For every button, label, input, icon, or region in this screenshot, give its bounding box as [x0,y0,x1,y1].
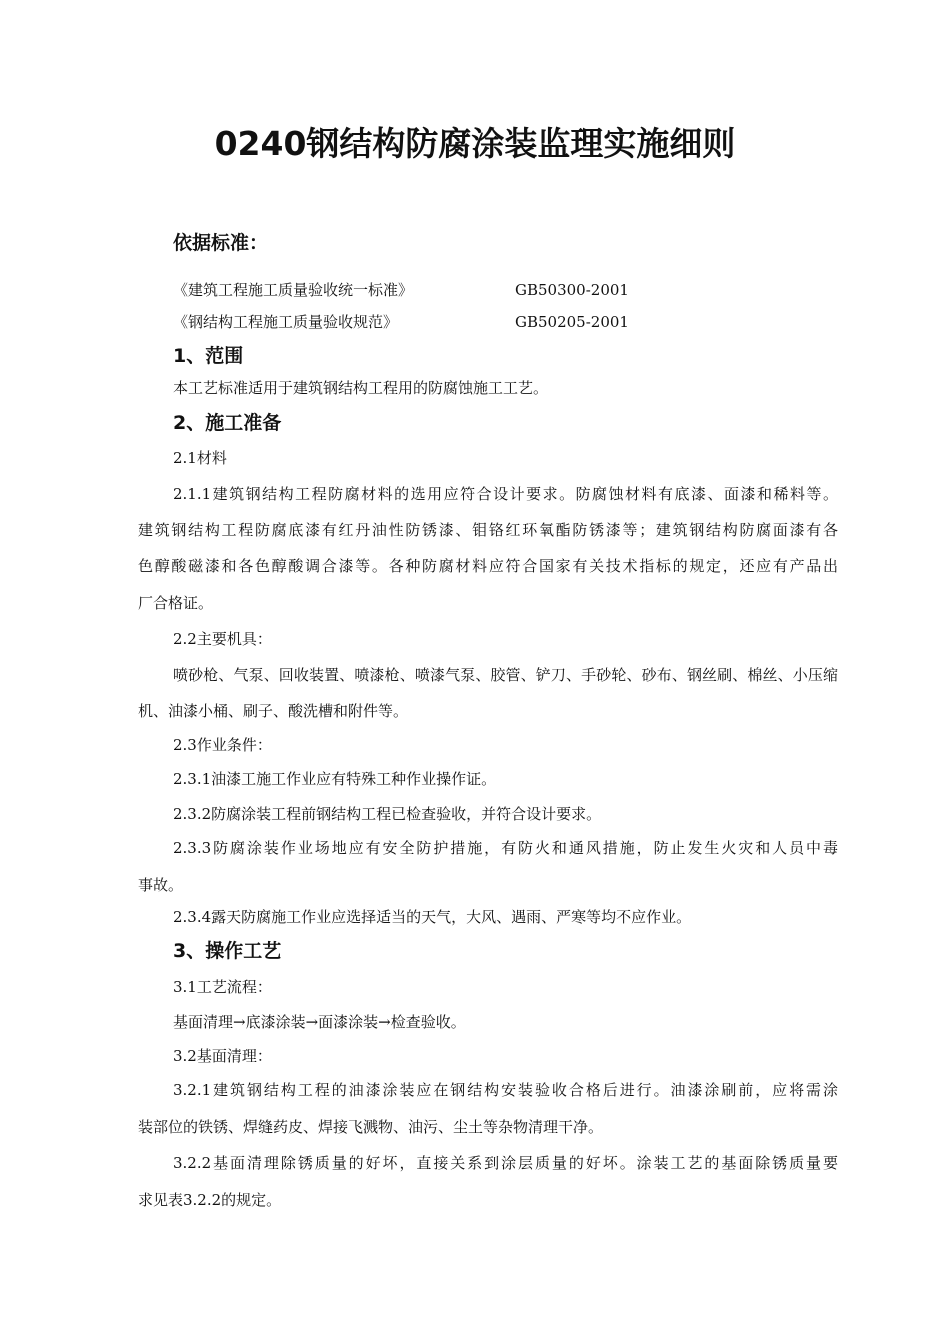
paragraph: 装部位的铁锈、焊缝药皮、焊接飞溅物、油污、尘土等杂物清理干净。 [138,1118,604,1136]
paragraph: 2.3.1油漆工施工作业应有特殊工种作业操作证。 [173,770,497,788]
paragraph: 3.1工艺流程： [173,978,272,996]
standard-name: 《建筑工程施工质量验收统一标准》 [173,281,414,299]
section-1-heading: 1、范围 [173,345,244,367]
paragraph: 2.3作业条件： [173,736,272,754]
standard-code: GB50205-2001 [515,313,629,331]
paragraph: 求见表3.2.2的规定。 [138,1191,282,1209]
paragraph: 厂合格证。 [138,594,214,612]
paragraph: 事故。 [138,876,184,894]
flow-text: 基面清理→底漆涂装→面漆涂装→检查验收。 [173,1013,466,1031]
basis-heading: 依据标准： [173,232,269,254]
paragraph: 2.3.2防腐涂装工程前钢结构工程已检查验收，并符合设计要求。 [173,805,602,823]
paragraph: 2.2主要机具： [173,630,272,648]
paragraph: 建筑钢结构工程防腐底漆有红丹油性防锈漆、钼铬红环氧酯防锈漆等；建筑钢结构防腐面漆有各 [138,521,838,539]
paragraph: 3.2基面清理： [173,1047,272,1065]
page-title: 0240钢结构防腐涂装监理实施细则 [214,124,736,163]
paragraph: 2.1材料 [173,449,227,467]
paragraph: 3.2.1建筑钢结构工程的油漆涂装应在钢结构安装验收合格后进行。油漆涂刷前，应将需涂 [173,1081,838,1099]
paragraph: 2.1.1建筑钢结构工程防腐材料的选用应符合设计要求。防腐蚀材料有底漆、面漆和稀料等。 [173,485,838,503]
standard-code: GB50300-2001 [515,281,629,299]
paragraph: 2.3.4露天防腐施工作业应选择适当的天气，大风、遇雨、严寒等均不应作业。 [173,908,692,926]
section-3-heading: 3、操作工艺 [173,940,282,962]
paragraph: 3.2.2基面清理除锈质量的好坏，直接关系到涂层质量的好坏。涂装工艺的基面除锈质量要 [173,1154,838,1172]
paragraph: 2.3.3防腐涂装作业场地应有安全防护措施，有防火和通风措施，防止发生火灾和人员中毒 [173,839,838,857]
standard-name: 《钢结构工程施工质量验收规范》 [173,313,399,331]
paragraph: 色醇酸磁漆和各色醇酸调合漆等。各种防腐材料应符合国家有关技术指标的规定，还应有产品出 [138,557,838,575]
section-2-heading: 2、施工准备 [173,412,282,434]
paragraph: 喷砂枪、气泵、回收装置、喷漆枪、喷漆气泵、胶管、铲刀、手砂轮、砂布、钢丝刷、棉丝、小压缩 [173,666,838,684]
section-1-text: 本工艺标准适用于建筑钢结构工程用的防腐蚀施工工艺。 [173,379,549,397]
paragraph: 机、油漆小桶、刷子、酸洗槽和附件等。 [138,702,409,720]
